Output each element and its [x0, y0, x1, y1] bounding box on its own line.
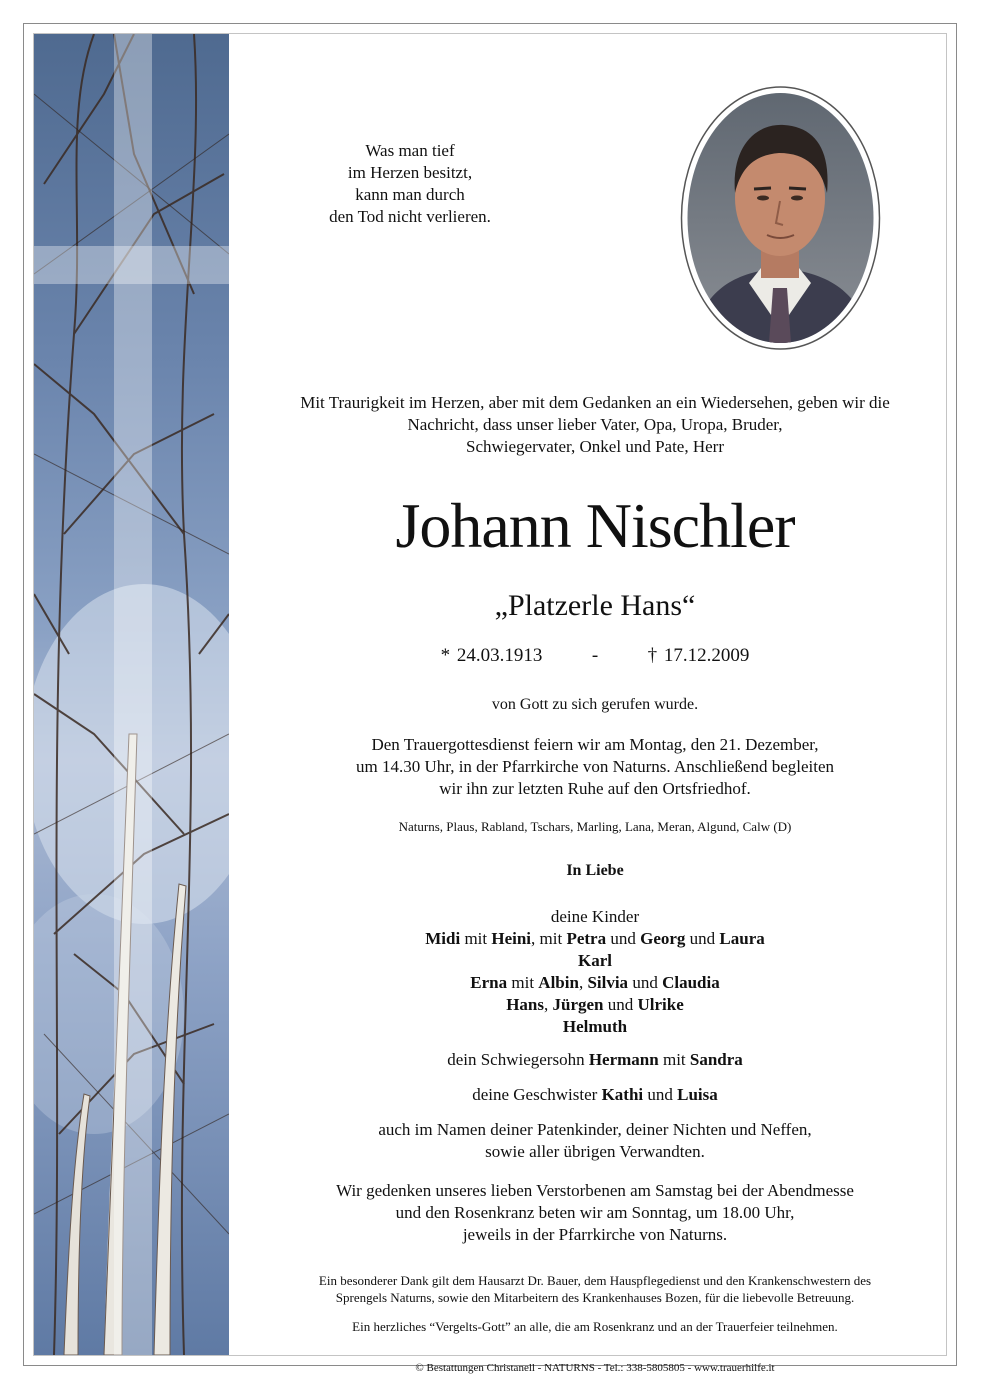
- obituary-content: [245, 34, 945, 1374]
- kid-name: Hans: [506, 995, 544, 1014]
- connector: mit: [507, 973, 539, 992]
- relatives-text: [245, 1119, 945, 1163]
- places-list: Naturns, Plaus, Rabland, Tschars, Marling, Lana, Meran, Algund, Calw (D): [398, 819, 792, 834]
- kid-name: Albin: [538, 973, 579, 992]
- connector: und: [685, 929, 720, 948]
- connector: , mit: [531, 929, 567, 948]
- remembrance-line: jeweils in der Pfarrkirche von Naturns.: [462, 1225, 728, 1244]
- kid-name: Silvia: [587, 973, 629, 992]
- connector: mit: [460, 929, 492, 948]
- connector: dein Schwiegersohn: [447, 1050, 589, 1069]
- kids-line: Karl: [578, 951, 612, 970]
- called-by-god: von Gott zu sich gerufen wurde.: [491, 696, 699, 713]
- connector: und: [606, 929, 641, 948]
- siblings-line: [245, 1084, 945, 1106]
- connector: und: [628, 973, 663, 992]
- children-list: [245, 906, 945, 1038]
- connector: ,: [578, 973, 588, 992]
- remembrance-text: [245, 1180, 945, 1246]
- deceased-name: Johann Nischler: [395, 490, 795, 561]
- kids-line: Helmuth: [562, 1017, 628, 1036]
- thanks-text: [245, 1272, 945, 1306]
- kid-name: Claudia: [662, 973, 720, 992]
- quote-line: Was man tief: [365, 141, 455, 160]
- connector: deine Geschwister: [472, 1085, 602, 1104]
- remembrance-line: und den Rosenkranz beten wir am Sonntag, um 18.00 Uhr,: [395, 1203, 795, 1222]
- kids-line: [245, 994, 945, 1016]
- footer-credit: © Bestattungen Christanell - NATURNS - Tel.: 338-5805805 - www.trauerhilfe.it: [415, 1362, 775, 1374]
- connector: mit: [658, 1050, 690, 1069]
- life-dates: [245, 644, 945, 668]
- birth-date: * 24.03.1913: [440, 645, 543, 666]
- intro-line: Schwiegervater, Onkel und Pate, Herr: [465, 437, 724, 456]
- birch-tree-cross-image: [34, 34, 229, 1355]
- kid-name: Jürgen: [552, 995, 604, 1014]
- death-date: † 17.12.2009: [647, 645, 750, 666]
- intro-text: [245, 392, 945, 458]
- relative-name: Hermann: [588, 1050, 659, 1069]
- quote-line: kann man durch: [355, 185, 465, 204]
- kid-name: Heini: [491, 929, 532, 948]
- intro-line: Mit Traurigkeit im Herzen, aber mit dem Gedanken an ein Wiedersehen, geben wir die: [300, 393, 890, 412]
- connector: ,: [544, 995, 553, 1014]
- relatives-line: sowie aller übrigen Verwandten.: [485, 1142, 705, 1161]
- relative-name: Luisa: [677, 1085, 718, 1104]
- kid-name: Erna: [470, 973, 508, 992]
- kids-line: [245, 972, 945, 994]
- kids-line: [245, 928, 945, 950]
- funeral-service-text: [245, 734, 945, 800]
- service-line: Den Trauergottesdienst feiern wir am Montag, den 21. Dezember,: [371, 735, 819, 754]
- kid-name: Midi: [425, 929, 461, 948]
- relative-name: Kathi: [601, 1085, 644, 1104]
- intro-line: Nachricht, dass unser lieber Vater, Opa, Uropa, Bruder,: [407, 415, 783, 434]
- relatives-line: auch im Namen deiner Patenkinder, deiner Nichten und Neffen,: [378, 1120, 812, 1139]
- quote-line: im Herzen besitzt,: [347, 163, 473, 182]
- kid-name: Petra: [566, 929, 607, 948]
- thanks-line: Sprengels Naturns, sowie den Mitarbeitern des Krankenhauses Bozen, für die liebevolle Betreuung.: [335, 1290, 855, 1305]
- kid-name: Laura: [719, 929, 765, 948]
- kid-name: Ulrike: [637, 995, 684, 1014]
- date-separator: -: [591, 645, 599, 666]
- service-line: um 14.30 Uhr, in der Pfarrkirche von Naturns. Anschließend begleiten: [355, 757, 835, 776]
- relative-name: Sandra: [689, 1050, 743, 1069]
- nickname: „Platzerle Hans“: [494, 589, 696, 622]
- son-in-law-line: [245, 1049, 945, 1071]
- vergelts-gott-text: Ein herzliches “Vergelts-Gott” an alle, die am Rosenkranz und an der Trauerfeier teilnehmen.: [352, 1319, 838, 1334]
- remembrance-line: Wir gedenken unseres lieben Verstorbenen am Samstag bei der Abendmesse: [336, 1181, 854, 1200]
- in-love-heading: In Liebe: [566, 862, 624, 879]
- kid-name: Georg: [640, 929, 686, 948]
- service-line: wir ihn zur letzten Ruhe auf den Ortsfriedhof.: [439, 779, 751, 798]
- quote-line: den Tod nicht verlieren.: [329, 207, 491, 226]
- kids-intro: deine Kinder: [550, 907, 640, 926]
- connector: und: [603, 995, 638, 1014]
- thanks-line: Ein besonderer Dank gilt dem Hausarzt Dr. Bauer, dem Hauspflegedienst und den Krankenschwestern des: [318, 1273, 872, 1288]
- connector: und: [643, 1085, 678, 1104]
